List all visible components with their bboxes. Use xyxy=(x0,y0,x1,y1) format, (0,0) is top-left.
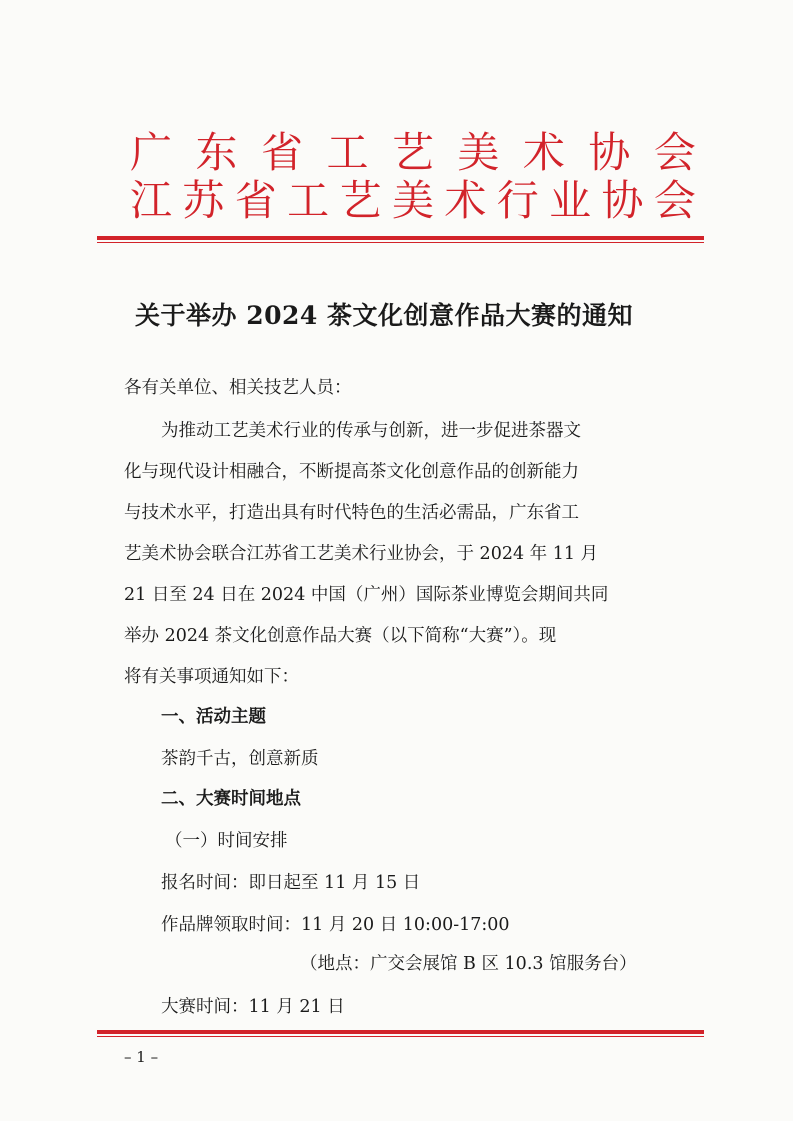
badge-pickup-time: 作品牌领取时间：11 月 20 日 10:00-17:00 xyxy=(161,915,510,935)
section-1-content: 茶韵千古，创意新质 xyxy=(161,749,319,769)
registration-time: 报名时间：即日起至 11 月 15 日 xyxy=(161,873,421,893)
section-1-heading: 一、活动主题 xyxy=(161,707,266,727)
paragraph-line-5: 21 日至 24 日在 2024 中国（广州）国际茶业博览会期间共同 xyxy=(124,585,609,605)
section-2-heading: 二、大赛时间地点 xyxy=(161,789,301,809)
salutation: 各有关单位、相关技艺人员： xyxy=(124,378,352,398)
paragraph-line-3: 与技术水平，打造出具有时代特色的生活必需品，广东省工 xyxy=(124,503,579,523)
paragraph-line-7: 将有关事项通知如下： xyxy=(124,667,299,687)
footer-rule xyxy=(97,1030,704,1037)
paragraph-line-4: 艺美术协会联合江苏省工艺美术行业协会，于 2024 年 11 月 xyxy=(124,544,599,564)
paragraph-line-1: 为推动工艺美术行业的传承与创新，进一步促进茶器文 xyxy=(161,421,581,441)
badge-pickup-location: （地点：广交会展馆 B 区 10.3 馆服务台） xyxy=(300,954,637,974)
contest-time: 大赛时间：11 月 21 日 xyxy=(161,997,345,1017)
page-number: – 1 – xyxy=(124,1048,159,1066)
document-title: 关于举办 2024 茶文化创意作品大赛的通知 xyxy=(135,301,633,330)
paragraph-line-6: 举办 2024 茶文化创意作品大赛（以下简称“大赛”）。现 xyxy=(124,626,557,646)
section-2-subheading: （一）时间安排 xyxy=(165,831,288,851)
paragraph-line-2: 化与现代设计相融合，不断提高茶文化创意作品的创新能力 xyxy=(124,462,579,482)
header-rule xyxy=(97,236,704,243)
letterhead-line-1: 广 东 省 工 艺 美 术 协 会 xyxy=(130,128,700,177)
letterhead-line-2: 江 苏 省 工 艺 美 术 行 业 协 会 xyxy=(130,176,700,225)
